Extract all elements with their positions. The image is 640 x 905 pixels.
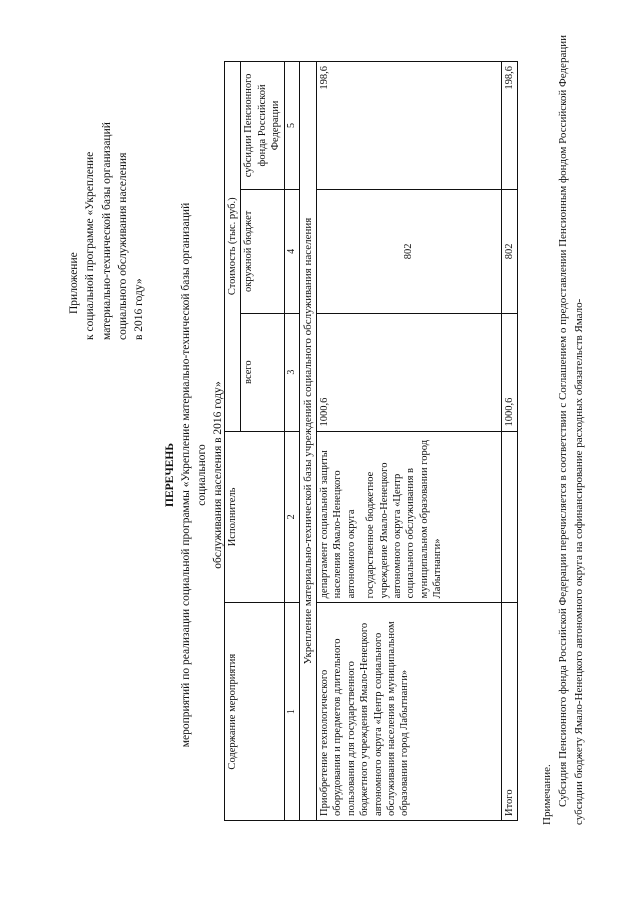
document-title: ПЕРЕЧЕНЬ (164, 443, 176, 507)
header-executor: Исполнитель (225, 431, 285, 603)
executor-department: департамент социальной защиты населения Ямало-Ненецкого автономного округа (318, 450, 357, 599)
column-number: 5 (284, 62, 299, 190)
header-content: Содержание мероприятия (225, 603, 285, 821)
cell-total: 1000,6 (316, 313, 501, 431)
totals-district-budget: 802 (501, 189, 517, 313)
note-block (540, 35, 588, 825)
appendix-line: материально-технической базы организаций (100, 122, 113, 340)
measures-table (224, 61, 518, 821)
appendix-line: к социальной программе «Укрепление (84, 151, 97, 340)
header-cost: Стоимость (тыс. руб.) (225, 62, 241, 432)
column-number-row (284, 62, 299, 821)
totals-total: 1000,6 (501, 313, 517, 431)
totals-empty (501, 431, 517, 603)
table-header-row (225, 62, 241, 821)
table-row (316, 62, 501, 821)
cell-content: Приобретение технологического оборудования и предметов длительного пользования для государственного бюджетного учреждения Ямало-Ненецкого автономного округа «Центр социального обслуживания населения в муниципальном образовании город Лабытнанги» (316, 603, 501, 821)
document-subtitle-line: обслуживания населения в 2016 году» (212, 381, 225, 569)
column-number: 1 (284, 603, 299, 821)
cell-executor (316, 431, 501, 603)
document-heading (162, 195, 226, 755)
document-subtitle-line: мероприятий по реализации социальной программы «Укрепление материально-технической базы организаций социального (180, 202, 209, 748)
header-district-budget: окружной бюджет (241, 189, 284, 313)
note-text: Субсидия Пенсионного фонда Российской Федерации перечисляется в соответствии с Соглашением о предоставлении Пенсионным фондом Российской Федерации субсидии бюджету Ямало-Ненецкого автономного округа на софинансирование расходных обязательств Ямало- (556, 35, 585, 825)
header-total: всего (241, 313, 284, 431)
totals-row (501, 62, 517, 821)
executor-institution: государственное бюджетное учреждение Ямало-Ненецкого автономного округа «Центр социального обслуживания в муниципальном образовании город Лабытнанги» (365, 439, 444, 599)
totals-label: Итого (501, 603, 517, 821)
appendix-title: Приложение (68, 252, 80, 314)
appendix-line: в 2016 году» (133, 278, 146, 340)
cell-pfr-subsidy: 198,6 (316, 62, 501, 190)
cell-district-budget: 802 (316, 189, 501, 313)
column-number: 4 (284, 189, 299, 313)
appendix-block (66, 80, 148, 340)
totals-pfr-subsidy: 198,6 (501, 62, 517, 190)
appendix-line: социального обслуживания населения (116, 152, 129, 340)
note-title: Примечание. (541, 764, 553, 825)
header-pfr-subsidy: субсидии Пенсионного фонда Российской Федерации (241, 62, 284, 190)
column-number: 2 (284, 431, 299, 603)
column-number: 3 (284, 313, 299, 431)
section-row (299, 62, 316, 821)
section-title: Укрепление материально-технической базы учреждений социального обслуживания населения (299, 62, 316, 821)
